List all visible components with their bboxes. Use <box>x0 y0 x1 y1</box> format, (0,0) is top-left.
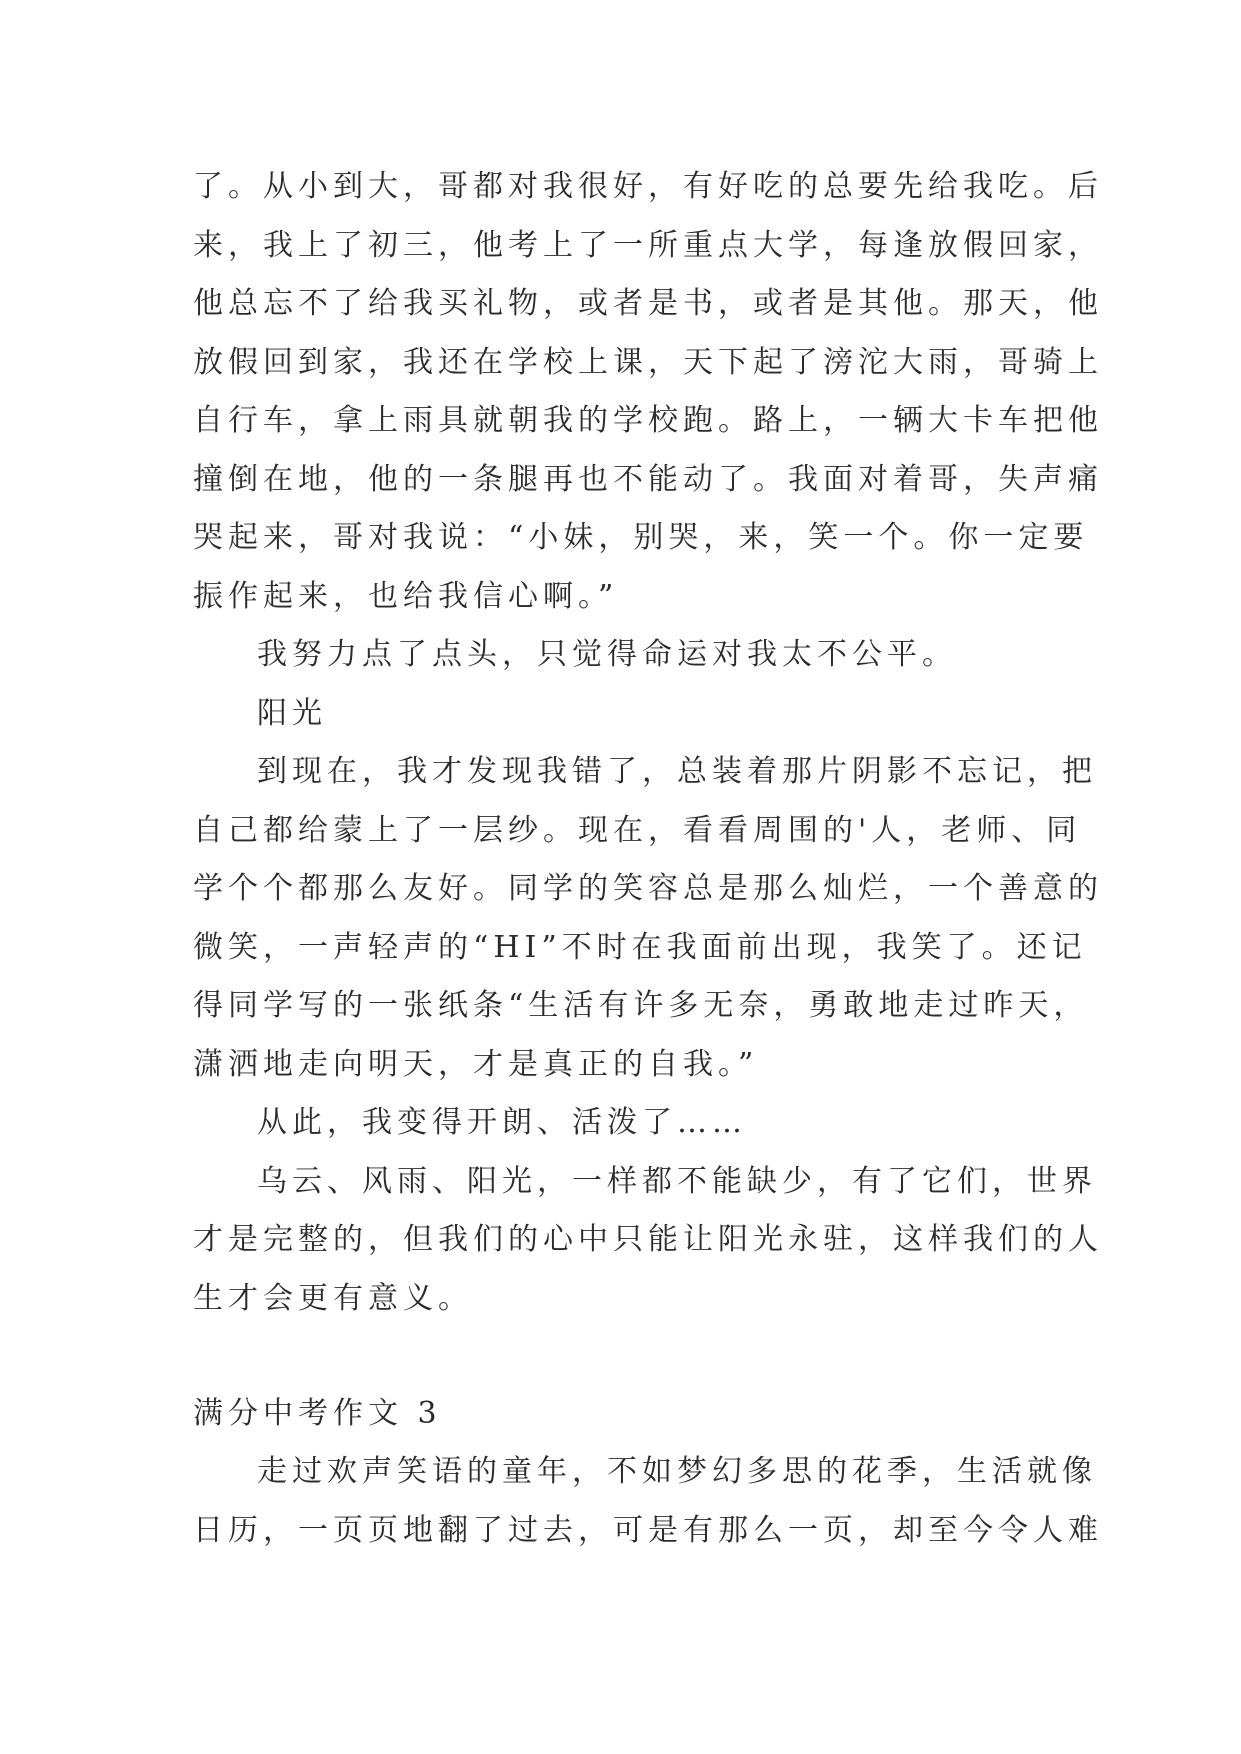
text-line: 乌云、风雨、阳光，一样都不能缺少，有了它们，世界 <box>257 1163 1097 1199</box>
paragraph-realization <box>193 743 1103 1094</box>
text-line: 得同学写的一张纸条“生活有许多无奈，勇敢地走过昨天， <box>193 988 1089 1023</box>
text-line: 放假回到家，我还在学校上课，天下起了滂沱大雨，哥骑上 <box>193 344 1103 380</box>
text-line: 来，我上了初三，他考上了一所重点大学，每逢放假回家， <box>193 227 1103 263</box>
text-line: 走过欢声笑语的童年，不如梦幻多思的花季，生活就像 <box>257 1454 1097 1489</box>
text-line: 到现在，我才发现我错了，总装着那片阴影不忘记，把 <box>257 754 1097 789</box>
text-line: 生才会更有意义。 <box>193 1280 473 1316</box>
text-line: 振作起来，也给我信心啊。” <box>193 578 619 614</box>
text-line: 自己都给蒙上了一层纱。现在，看看周围的'人，老师、同 <box>193 812 1082 848</box>
text-line: 了。从小到大，哥都对我很好，有好吃的总要先给我吃。后 <box>193 169 1103 204</box>
text-line: 从此，我变得开朗、活泼了…… <box>257 1105 747 1140</box>
paragraph-conclusion <box>193 1153 1103 1329</box>
text-line: 自行车，拿上雨具就朝我的学校跑。路上，一辆大卡车把他 <box>193 403 1103 438</box>
text-line: 日历，一页页地翻了过去，可是有那么一页，却至今令人难 <box>193 1512 1103 1548</box>
text-line: 才是完整的，但我们的心中只能让阳光永驻，这样我们的人 <box>193 1222 1103 1257</box>
text-line: 撞倒在地，他的一条腿再也不能动了。我面对着哥，失声痛 <box>193 461 1103 497</box>
essay-body-section-2 <box>193 1443 1103 1560</box>
text-line: 微笑，一声轻声的“HI”不时在我面前出现，我笑了。还记 <box>193 929 1087 965</box>
paragraph-opening <box>193 1443 1103 1560</box>
paragraph-brother-story <box>193 158 1103 626</box>
essay-body-section-1 <box>193 158 1103 1328</box>
subheading-sunshine <box>193 685 1073 744</box>
subheading-text: 阳光 <box>257 695 327 731</box>
paragraph-change <box>193 1094 1073 1153</box>
text-line: 我努力点了点头，只觉得命运对我太不公平。 <box>257 637 957 672</box>
text-line: 他总忘不了给我买礼物，或者是书，或者是其他。那天，他 <box>193 286 1103 321</box>
essay-title: 满分中考作文 3 <box>193 1396 442 1431</box>
paragraph-nod <box>193 626 1073 685</box>
text-line: 哭起来，哥对我说：“小妹，别哭，来，笑一个。你一定要 <box>193 520 1089 555</box>
text-line: 潇洒地走向明天，才是真正的自我。” <box>193 1046 759 1082</box>
text-line: 学个个都那么友好。同学的笑容总是那么灿烂，一个善意的 <box>193 871 1103 906</box>
